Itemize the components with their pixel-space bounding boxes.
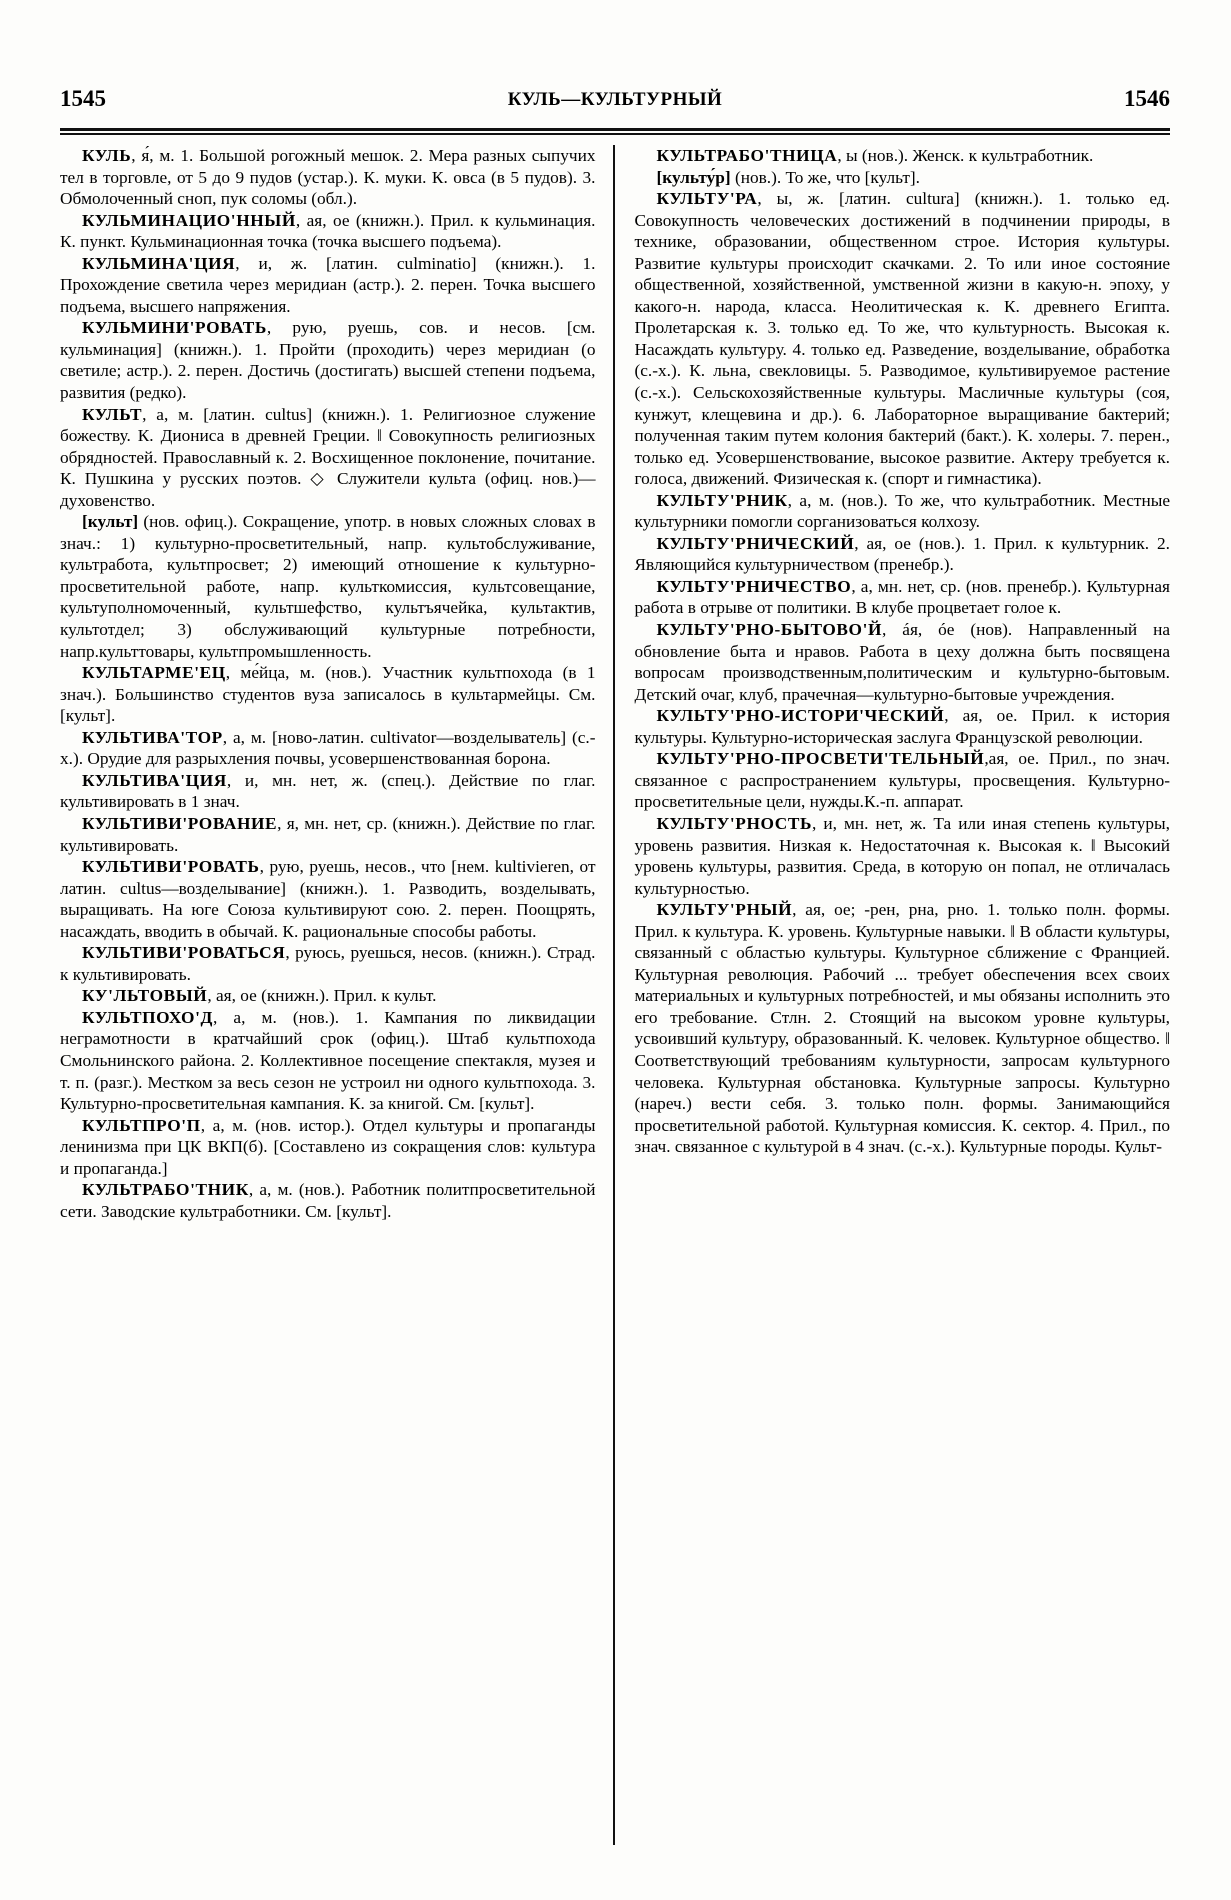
entry-headword: КУЛЬТИВА'ЦИЯ (82, 770, 227, 790)
dictionary-entry (60, 856, 596, 942)
entry-headword: КУЛЬТРАБО'ТНИК (82, 1180, 249, 1200)
entry-headword: КУЛЬТУ'РНОСТЬ (656, 813, 812, 833)
entry-headword: КУЛЬТИВИ'РОВАНИЕ (82, 813, 278, 833)
header-rule (60, 128, 1170, 136)
dictionary-entry (60, 253, 596, 318)
dictionary-entry (60, 813, 596, 856)
entry-headword: КУЛЬМИНА'ЦИЯ (82, 253, 236, 273)
dictionary-entry (60, 662, 596, 727)
entry-body: , ая, ое; -рен, рна, рно. 1. только полн. формы. Прил. к культура. К. уровень. Культурные навыки. ‖ В области культуры, связанный с областью культуры. Культурное сближение с Францией. Культурная революция. Рабочий ... требует обеспечения всех своих материальных и культурных потребностей, и мы обязаны исполнить это его требование. Стлн. 2. Стоящий на высоком уровне культуры, усвоивший культуру, образованный. К. человек. Культурное общество. ‖ Соответствующий требованиям культурности, запросам культурного человека. Культурная обстановка. Культурные запросы. Культурно (нареч.) вести себя. 3. только полн. формы. Занимающийся просветительной работой. Культурная комиссия. К. сектор. 4. Прил., по знач. связанное с культурой в 4 знач. (с.-х.). Культурные породы. Культ- (634, 900, 1170, 1157)
entry-body: , а, м. [ново-латин. cultivator—возделыватель] (с.-х.). Орудие для разрыхления почвы, усовершенствованная борона. (60, 727, 596, 769)
entry-headword: КУЛЬТУ'РНИЧЕСТВО (656, 576, 852, 596)
page-content-area (60, 86, 1170, 1846)
folio-left: 1545 (60, 86, 106, 111)
entry-body: , рую, руешь, сов. и несов. [см. кульминация] (книжн.). 1. Пройти (проходить) через меридиан (о светиле; астр.). 2. перен. Достичь (достигать) высшей степени подъема, развития (редко). (60, 318, 596, 403)
entry-body: , а, м. (нов. истор.). Отдел культуры и пропаганды ленинизма при ЦК ВКП(б). [Составлено из сокращения слов: культура и пропаганда.] (60, 1115, 596, 1178)
entry-headword: [культ] (82, 512, 139, 532)
entry-body: , рую, руешь, несов., что [нем. kultivieren, от латин. cultus—возделывание] (книжн.). 1. Разводить, возделывать, выращивать. На юге Союза культивируют сою. 2. перен. Поощрять, насаждать, вводить в обычай. К. рациональные способы работы. (60, 857, 596, 941)
dictionary-entry (635, 490, 1171, 533)
entry-body: , ая, ое (нов.). 1. Прил. к культурник. 2. Являющийся культурничеством (пренебр.). (634, 533, 1170, 575)
entry-headword: КУЛЬТРАБО'ТНИЦА (656, 146, 838, 165)
entry-headword: КУ'ЛЬТОВЫЙ (82, 986, 208, 1006)
dictionary-entry (635, 576, 1171, 619)
dictionary-entry (60, 511, 596, 662)
dictionary-entry (60, 727, 596, 770)
entry-body: (нов.). То же, что [культ]. (730, 167, 920, 187)
dictionary-entry (60, 404, 596, 512)
entry-headword: КУЛЬ (82, 146, 132, 165)
entry-body: , ая, ое (книжн.). Прил. к культ. (207, 986, 437, 1006)
entry-body: , а, мн. нет, ср. (нов. пренебр.). Культурная работа в отрыве от политики. В клубе процветает голое к. (634, 576, 1170, 618)
dictionary-entry (635, 188, 1171, 490)
entry-body: (нов. офиц.). Сокращение, употр. в новых сложных словах в знач.: 1) культурно-просветительный, напр. культобслуживание, культработа, культпросвет; 2) имеющий отношение к культурно-просветительной работе, напр. культкомиссия, культсовещание, культуполномоченный, культшефство, культъячейка, культактив, культотдел; 3) обслуживающий культурные потребности, напр.культтовары, культпромышленность. (60, 512, 596, 661)
entry-body: , ая, ое (книжн.). Прил. к кульминация. К. пункт. Кульминационная точка (точка высшего подъема). (60, 210, 596, 252)
entry-headword: КУЛЬТУ'РНО-ИСТОРИ'ЧЕСКИЙ (656, 706, 945, 726)
entry-headword: КУЛЬТ (82, 404, 143, 424)
entry-headword: КУЛЬМИНАЦИО'ННЫЙ (82, 210, 296, 230)
running-head (60, 86, 1170, 126)
dictionary-entry (60, 1115, 596, 1180)
dictionary-entry (635, 748, 1171, 813)
entry-body: , ы (нов.). Женск. к культработник. (837, 146, 1094, 165)
dictionary-entry (635, 533, 1171, 576)
column-right (613, 145, 1171, 1845)
entry-headword: КУЛЬТАРМЕ'ЕЦ (82, 663, 226, 683)
entry-headword: КУЛЬТПРО'П (82, 1115, 201, 1135)
column-left (60, 145, 613, 1845)
entry-body: , я́, м. 1. Большой рогожный мешок. 2. Мера разных сыпучих тел в торговле, от 5 до 9 пудов (устар.). К. муки. К. овса (в 5 пудов). 3. Обмолоченный сноп, пук соломы (обл.). (60, 146, 596, 209)
entry-body: , и, мн. нет, ж. Та или иная степень культуры, уровень развития. Низкая к. Недостаточная к. Высокая к. ‖ Высокий уровень культуры, развития. Среда, в которую он попал, не отличалась культурностью. (634, 813, 1170, 898)
entry-headword: КУЛЬТУ'РНИЧЕСКИЙ (656, 533, 855, 553)
entry-body: , áя, óе (нов). Направленный на обновление быта и нравов. Работа в цеху должна быть посвящена вопросам производственным,политическим и культурно-бытовым. Детский очаг, клуб, прачечная—культурно-бытовые учреждения. (634, 620, 1170, 704)
entry-headword: КУЛЬТИВИ'РОВАТЬ (82, 857, 260, 877)
dictionary-entry (60, 1007, 596, 1115)
dictionary-entry (60, 942, 596, 985)
entry-headword: КУЛЬТИВА'ТОР (82, 727, 223, 747)
entry-headword: [культу́р] (656, 167, 731, 187)
folio-right: 1546 (1124, 86, 1170, 111)
entry-headword: КУЛЬТПОХО'Д (82, 1007, 213, 1027)
entry-body: , ме́йца, м. (нов.). Участник культпохода (в 1 знач.). Большинство студентов вуза записалось в культармейцы. См. [культ]. (60, 663, 596, 726)
entry-headword: КУЛЬТУ'РНО-БЫТОВО'Й (656, 620, 883, 640)
entry-body: , а, м. [латин. cultus] (книжн.). 1. Религиозное служение божеству. К. Диониса в древней Греции. ‖ Совокупность религиозных обрядностей. Православный к. 2. Восхищенное поклонение, почитание. К. Пушкина у русских поэтов. ◇ Служители культа (офиц. нов.)—духовенство. (60, 404, 596, 510)
entry-headword: КУЛЬМИНИ'РОВАТЬ (82, 318, 267, 338)
dictionary-entry (60, 770, 596, 813)
running-title: КУЛЬ—КУЛЬТУРНЫЙ (507, 89, 723, 110)
entry-body: , я, мн. нет, ср. (книжн.). Действие по глаг. культивировать. (60, 813, 596, 855)
dictionary-entry (635, 145, 1171, 167)
dictionary-entry (635, 705, 1171, 748)
entry-body: , и, ж. [латин. culminatio] (книжн.). 1. Прохождение светила через меридиан (астр.). 2. перен. Точка высшего подъема, высшего напряжения. (60, 253, 596, 316)
dictionary-entry (60, 985, 596, 1007)
entry-headword: КУЛЬТУ'РНЫЙ (656, 900, 793, 920)
dictionary-entry (60, 210, 596, 253)
entry-body: , а, м. (нов.). 1. Кампания по ликвидации неграмотности в кратчайший срок (офиц.). Штаб культпохода Смольнинского района. 2. Коллективное посещение спектакля, музея и т. п. (разг.). Местком за весь сезон не устроил ни одного культпохода. 3. Культурно-просветительная кампания. К. за книгой. См. [культ]. (60, 1007, 596, 1114)
dictionary-entry (60, 1179, 596, 1222)
dictionary-entry (635, 899, 1171, 1158)
entry-headword: КУЛЬТИВИ'РОВАТЬСЯ (82, 943, 286, 963)
entry-body: ,ая, ое. Прил., по знач. связанное с распространением культуры, просвещения. Культурно-просветительные цели, нужды.К.-п. аппарат. (634, 749, 1170, 812)
entry-headword: КУЛЬТУ'РНО-ПРОСВЕТИ'ТЕЛЬНЫЙ (656, 749, 985, 769)
dictionary-entry (635, 619, 1171, 705)
dictionary-entry (60, 317, 596, 403)
dictionary-entry (60, 145, 596, 210)
entry-body: , и, мн. нет, ж. (спец.). Действие по глаг. культивировать в 1 знач. (60, 770, 596, 812)
entry-body: , а, м. (нов.). Работник политпросветительной сети. Заводские культработники. См. [культ]. (60, 1180, 596, 1221)
dictionary-entry (635, 813, 1171, 899)
text-columns (60, 145, 1170, 1845)
entry-body: , а, м. (нов.). То же, что культработник. Местные культурники помогли сорганизоваться колхозу. (634, 490, 1170, 532)
entry-body: , ая, ое. Прил. к история культуры. Культурно-историческая заслуга Французской революции. (634, 706, 1170, 747)
dictionary-entry (635, 167, 1171, 189)
entry-body: , руюсь, руешься, несов. (книжн.). Страд. к культивировать. (60, 943, 596, 984)
entry-headword: КУЛЬТУ'РНИК (656, 490, 788, 510)
entry-headword: КУЛЬТУ'РА (656, 189, 758, 209)
entry-body: , ы, ж. [латин. cultura] (книжн.). 1. только ед. Совокупность человеческих достижений в подчинении природы, в технике, образовании, общественном строе. История культуры. Развитие культуры происходит скачками. 2. То или иное состояние общественной, хозяйственной, умственной жизни в какую-н. эпоху, у какого-н. народа, класса. Неолитическая к. К. древнего Египта. Пролетарская к. 3. только ед. То же, что культурность. Высокая к. Насаждать культуру. 4. только ед. Разведение, возделывание, обработка (с.-х.). К. льна, свекловицы. 5. Разводимое, культивируемое растение (с.-х.). Сельскохозяйственные культуры. Масличные культуры (соя, кунжут, клещевина и др.). 6. Лабораторное выращивание бактерий; полученная таким путем колония бактерий (бакт.). К. холеры. 7. перен., только ед. Усовершенствование, высокое развитие. Актеру требуется к. голоса, движений. Физическая к. (спорт и гимнастика). (634, 189, 1170, 489)
